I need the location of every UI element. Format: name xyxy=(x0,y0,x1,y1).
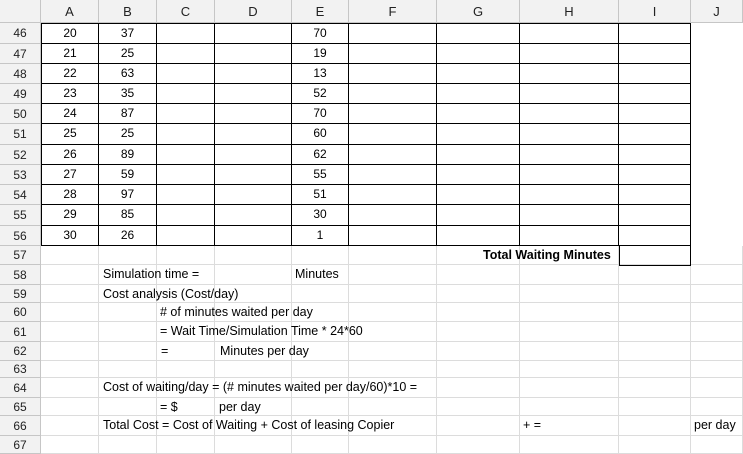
table-cell-empty[interactable] xyxy=(215,84,292,104)
table-cell-e[interactable]: 60 xyxy=(292,124,349,145)
grid-cell[interactable] xyxy=(349,246,437,265)
grid-cell[interactable] xyxy=(520,285,619,303)
column-header-j[interactable]: J xyxy=(691,0,743,23)
row-header-64[interactable]: 64 xyxy=(0,378,41,398)
table-cell-a[interactable]: 26 xyxy=(41,145,99,165)
table-cell-empty[interactable] xyxy=(215,145,292,165)
grid-cell[interactable] xyxy=(349,342,437,361)
table-cell-empty[interactable] xyxy=(349,185,437,205)
grid-cell[interactable] xyxy=(437,361,520,378)
grid-cell[interactable] xyxy=(691,398,743,416)
row-header-56[interactable]: 56 xyxy=(0,226,41,246)
row-header-49[interactable]: 49 xyxy=(0,84,41,104)
column-header-e[interactable]: E xyxy=(292,0,349,23)
table-cell-empty[interactable] xyxy=(157,165,215,185)
table-cell-empty[interactable] xyxy=(215,205,292,226)
table-cell-empty[interactable] xyxy=(215,226,292,246)
grid-cell[interactable] xyxy=(691,436,743,454)
column-header-h[interactable]: H xyxy=(520,0,619,23)
table-cell-empty[interactable] xyxy=(520,124,619,145)
grid-cell[interactable] xyxy=(691,361,743,378)
grid-cell[interactable] xyxy=(349,398,437,416)
table-cell-b[interactable]: 97 xyxy=(99,185,157,205)
row-header-62[interactable]: 62 xyxy=(0,342,41,361)
grid-cell[interactable] xyxy=(520,436,619,454)
table-cell-empty[interactable] xyxy=(520,145,619,165)
equals-dollar-label: = $ xyxy=(160,400,178,414)
table-cell-empty[interactable] xyxy=(349,165,437,185)
table-cell-empty[interactable] xyxy=(215,185,292,205)
table-cell-e[interactable]: 1 xyxy=(292,226,349,246)
table-cell-e[interactable]: 19 xyxy=(292,44,349,64)
column-header-b[interactable]: B xyxy=(99,0,157,23)
table-cell-empty[interactable] xyxy=(520,23,619,44)
grid-cell[interactable] xyxy=(691,265,743,285)
table-cell-empty[interactable] xyxy=(157,124,215,145)
minutes-label: Minutes xyxy=(295,267,339,281)
table-cell-b[interactable]: 87 xyxy=(99,104,157,124)
grid-cell[interactable] xyxy=(41,342,99,361)
table-cell-empty[interactable] xyxy=(520,44,619,64)
grid-cell[interactable] xyxy=(619,436,691,454)
table-cell-empty[interactable] xyxy=(619,185,691,205)
grid-cell[interactable] xyxy=(437,398,520,416)
grid-cell[interactable] xyxy=(619,285,691,303)
table-cell-empty[interactable] xyxy=(619,226,691,246)
grid-cell[interactable] xyxy=(691,378,743,398)
column-header-g[interactable]: G xyxy=(437,0,520,23)
grid-cell[interactable] xyxy=(41,416,99,436)
row-header-66[interactable]: 66 xyxy=(0,416,41,436)
column-header-d[interactable]: D xyxy=(215,0,292,23)
grid-cell[interactable] xyxy=(215,436,292,454)
grid-cell[interactable] xyxy=(292,246,349,265)
table-cell-empty[interactable] xyxy=(349,205,437,226)
grid-cell[interactable] xyxy=(691,342,743,361)
table-cell-empty[interactable] xyxy=(619,165,691,185)
grid-cell[interactable] xyxy=(437,342,520,361)
table-cell-empty[interactable] xyxy=(349,104,437,124)
row-header-60[interactable]: 60 xyxy=(0,303,41,322)
grid-cell[interactable] xyxy=(619,416,691,436)
table-cell-empty[interactable] xyxy=(437,23,520,44)
table-cell-empty[interactable] xyxy=(619,84,691,104)
grid-cell[interactable] xyxy=(520,342,619,361)
row-header-67[interactable]: 67 xyxy=(0,436,41,454)
grid-cell[interactable] xyxy=(99,303,157,322)
table-cell-e[interactable]: 30 xyxy=(292,205,349,226)
grid-cell[interactable] xyxy=(520,303,619,322)
table-cell-a[interactable]: 24 xyxy=(41,104,99,124)
grid-cell[interactable] xyxy=(157,246,215,265)
grid-cell[interactable] xyxy=(215,246,292,265)
cost-analysis-label: Cost analysis (Cost/day) xyxy=(103,287,239,301)
table-cell-empty[interactable] xyxy=(349,64,437,84)
table-cell-b[interactable]: 89 xyxy=(99,145,157,165)
grid-cell[interactable] xyxy=(349,436,437,454)
table-cell-empty[interactable] xyxy=(437,104,520,124)
wait-formula-label: = Wait Time/Simulation Time * 24*60 xyxy=(160,324,363,338)
grid-cell[interactable] xyxy=(41,285,99,303)
table-cell-empty[interactable] xyxy=(215,104,292,124)
table-cell-e[interactable]: 52 xyxy=(292,84,349,104)
row-header-61[interactable]: 61 xyxy=(0,322,41,342)
table-cell-empty[interactable] xyxy=(437,44,520,64)
row-header-52[interactable]: 52 xyxy=(0,145,41,165)
table-cell-empty[interactable] xyxy=(520,205,619,226)
row-header-51[interactable]: 51 xyxy=(0,124,41,145)
grid-cell[interactable] xyxy=(691,246,743,265)
grid-cell[interactable] xyxy=(99,322,157,342)
table-cell-empty[interactable] xyxy=(157,145,215,165)
table-cell-empty[interactable] xyxy=(157,84,215,104)
table-cell-empty[interactable] xyxy=(215,23,292,44)
grid-cell[interactable] xyxy=(99,398,157,416)
table-cell-empty[interactable] xyxy=(157,185,215,205)
table-cell-empty[interactable] xyxy=(619,145,691,165)
table-cell-b[interactable]: 35 xyxy=(99,84,157,104)
table-cell-empty[interactable] xyxy=(157,205,215,226)
grid-cell[interactable] xyxy=(99,342,157,361)
table-cell-empty[interactable] xyxy=(349,84,437,104)
total-waiting-cell[interactable] xyxy=(619,245,691,266)
row-header-57[interactable]: 57 xyxy=(0,246,41,265)
grid-cell[interactable] xyxy=(619,303,691,322)
table-cell-empty[interactable] xyxy=(215,64,292,84)
grid-cell[interactable] xyxy=(349,265,437,285)
table-cell-a[interactable]: 20 xyxy=(41,23,99,44)
grid-cell[interactable] xyxy=(619,398,691,416)
grid-cell[interactable] xyxy=(292,398,349,416)
table-cell-e[interactable]: 13 xyxy=(292,64,349,84)
table-cell-empty[interactable] xyxy=(215,165,292,185)
table-cell-empty[interactable] xyxy=(349,44,437,64)
grid-cell[interactable] xyxy=(157,361,215,378)
grid-cell[interactable] xyxy=(520,378,619,398)
grid-cell[interactable] xyxy=(292,361,349,378)
table-cell-b[interactable]: 37 xyxy=(99,23,157,44)
grid-cell[interactable] xyxy=(437,416,520,436)
grid-cell[interactable] xyxy=(41,398,99,416)
table-cell-a[interactable]: 22 xyxy=(41,64,99,84)
grid-cell[interactable] xyxy=(157,436,215,454)
grid-cell[interactable] xyxy=(619,342,691,361)
table-cell-empty[interactable] xyxy=(520,185,619,205)
grid-cell[interactable] xyxy=(691,285,743,303)
grid-cell[interactable] xyxy=(41,303,99,322)
grid-cell[interactable] xyxy=(437,265,520,285)
grid-cell[interactable] xyxy=(437,303,520,322)
grid-cell[interactable] xyxy=(520,322,619,342)
grid-cell[interactable] xyxy=(41,322,99,342)
grid-cell[interactable] xyxy=(99,361,157,378)
table-cell-a[interactable]: 29 xyxy=(41,205,99,226)
table-cell-empty[interactable] xyxy=(157,104,215,124)
row-header-50[interactable]: 50 xyxy=(0,104,41,124)
table-cell-empty[interactable] xyxy=(157,44,215,64)
table-cell-empty[interactable] xyxy=(520,165,619,185)
grid-cell[interactable] xyxy=(215,361,292,378)
grid-cell[interactable] xyxy=(619,378,691,398)
table-cell-empty[interactable] xyxy=(619,44,691,64)
select-all-corner[interactable] xyxy=(0,0,41,23)
table-cell-empty[interactable] xyxy=(520,226,619,246)
per-day-label-2: per day xyxy=(694,418,736,432)
column-header-a[interactable]: A xyxy=(41,0,99,23)
table-cell-empty[interactable] xyxy=(215,44,292,64)
grid-cell[interactable] xyxy=(41,265,99,285)
table-cell-empty[interactable] xyxy=(619,64,691,84)
grid-cell[interactable] xyxy=(520,361,619,378)
table-cell-b[interactable]: 25 xyxy=(99,124,157,145)
minutes-waited-label: # of minutes waited per day xyxy=(160,305,313,319)
grid-cell[interactable] xyxy=(349,303,437,322)
simulation-time-label: Simulation time = xyxy=(103,267,200,281)
table-cell-empty[interactable] xyxy=(520,64,619,84)
table-cell-empty[interactable] xyxy=(437,64,520,84)
grid-cell[interactable] xyxy=(349,361,437,378)
grid-cell[interactable] xyxy=(691,303,743,322)
column-header-i[interactable]: I xyxy=(619,0,691,23)
grid-cell[interactable] xyxy=(619,361,691,378)
table-cell-empty[interactable] xyxy=(437,205,520,226)
grid-cell[interactable] xyxy=(520,265,619,285)
table-cell-a[interactable]: 23 xyxy=(41,84,99,104)
plus-equals-label: + = xyxy=(523,418,542,432)
row-header-59[interactable]: 59 xyxy=(0,285,41,303)
table-cell-empty[interactable] xyxy=(437,84,520,104)
table-cell-e[interactable]: 70 xyxy=(292,23,349,44)
grid-cell[interactable] xyxy=(99,246,157,265)
grid-cell[interactable] xyxy=(292,285,349,303)
table-cell-empty[interactable] xyxy=(437,124,520,145)
table-cell-e[interactable]: 70 xyxy=(292,104,349,124)
table-cell-empty[interactable] xyxy=(520,104,619,124)
table-cell-a[interactable]: 30 xyxy=(41,226,99,246)
grid-cell[interactable] xyxy=(619,322,691,342)
row-header-47[interactable]: 47 xyxy=(0,44,41,64)
equals-label: = xyxy=(161,344,169,358)
row-header-58[interactable]: 58 xyxy=(0,265,41,285)
table-cell-empty[interactable] xyxy=(437,185,520,205)
table-cell-empty[interactable] xyxy=(437,145,520,165)
grid-cell[interactable] xyxy=(41,378,99,398)
table-cell-empty[interactable] xyxy=(619,23,691,44)
row-header-54[interactable]: 54 xyxy=(0,185,41,205)
row-header-65[interactable]: 65 xyxy=(0,398,41,416)
grid-cell[interactable] xyxy=(691,322,743,342)
per-day-label: per day xyxy=(219,400,261,414)
table-cell-empty[interactable] xyxy=(349,124,437,145)
column-header-c[interactable]: C xyxy=(157,0,215,23)
table-cell-empty[interactable] xyxy=(349,145,437,165)
row-header-55[interactable]: 55 xyxy=(0,205,41,226)
table-cell-a[interactable]: 25 xyxy=(41,124,99,145)
table-cell-a[interactable]: 28 xyxy=(41,185,99,205)
grid-cell[interactable] xyxy=(215,265,292,285)
table-cell-empty[interactable] xyxy=(437,165,520,185)
total-cost-label: Total Cost = Cost of Waiting + Cost of leasing Copier xyxy=(103,418,395,432)
table-cell-b[interactable]: 26 xyxy=(99,226,157,246)
table-cell-empty[interactable] xyxy=(349,226,437,246)
table-cell-b[interactable]: 25 xyxy=(99,44,157,64)
grid-cell[interactable] xyxy=(41,246,99,265)
table-cell-a[interactable]: 27 xyxy=(41,165,99,185)
grid-cell[interactable] xyxy=(520,398,619,416)
grid-cell[interactable] xyxy=(41,361,99,378)
table-cell-e[interactable]: 51 xyxy=(292,185,349,205)
cost-waiting-label: Cost of waiting/day = (# minutes waited per day/60)*10 = xyxy=(103,380,418,394)
table-cell-empty[interactable] xyxy=(619,104,691,124)
grid-cell[interactable] xyxy=(41,436,99,454)
table-cell-empty[interactable] xyxy=(157,64,215,84)
table-cell-e[interactable]: 62 xyxy=(292,145,349,165)
column-header-f[interactable]: F xyxy=(349,0,437,23)
table-cell-empty[interactable] xyxy=(157,226,215,246)
grid-cell[interactable] xyxy=(437,436,520,454)
grid-cell[interactable] xyxy=(437,285,520,303)
table-cell-empty[interactable] xyxy=(619,205,691,226)
table-cell-b[interactable]: 59 xyxy=(99,165,157,185)
minutes-per-day-label: Minutes per day xyxy=(220,344,309,358)
grid-cell[interactable] xyxy=(619,265,691,285)
row-header-48[interactable]: 48 xyxy=(0,64,41,84)
table-cell-empty[interactable] xyxy=(619,124,691,145)
grid-cell[interactable] xyxy=(99,436,157,454)
table-cell-empty[interactable] xyxy=(157,23,215,44)
grid-cell[interactable] xyxy=(437,378,520,398)
table-cell-empty[interactable] xyxy=(520,84,619,104)
table-cell-b[interactable]: 63 xyxy=(99,64,157,84)
grid-cell[interactable] xyxy=(437,322,520,342)
grid-cell[interactable] xyxy=(292,436,349,454)
table-cell-a[interactable]: 21 xyxy=(41,44,99,64)
table-cell-empty[interactable] xyxy=(437,226,520,246)
row-header-53[interactable]: 53 xyxy=(0,165,41,185)
table-cell-b[interactable]: 85 xyxy=(99,205,157,226)
total-waiting-label: Total Waiting Minutes xyxy=(483,248,611,262)
table-cell-empty[interactable] xyxy=(349,23,437,44)
grid-cell[interactable] xyxy=(349,285,437,303)
row-header-63[interactable]: 63 xyxy=(0,361,41,378)
table-cell-e[interactable]: 55 xyxy=(292,165,349,185)
row-header-46[interactable]: 46 xyxy=(0,23,41,44)
table-cell-empty[interactable] xyxy=(215,124,292,145)
